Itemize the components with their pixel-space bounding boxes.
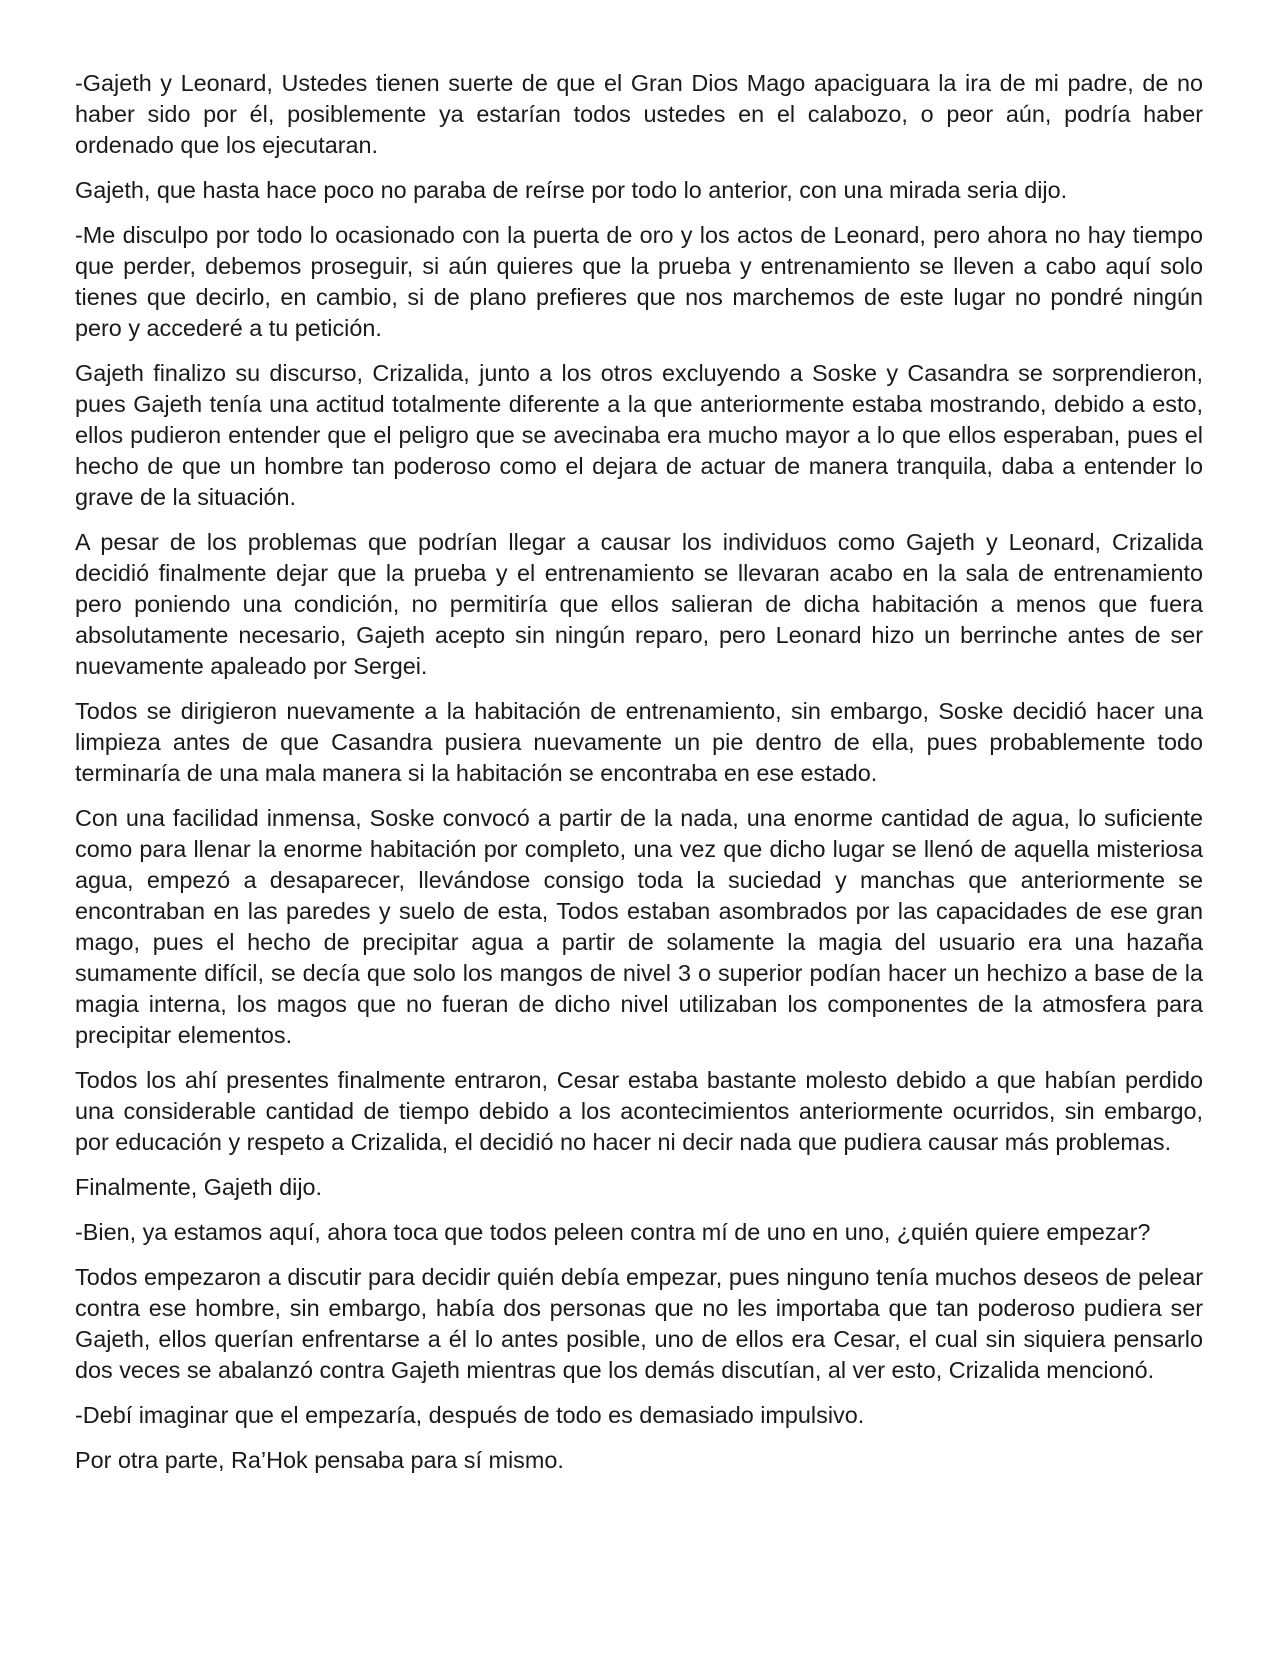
paragraph-13: Por otra parte, Ra’Hok pensaba para sí mismo. — [75, 1447, 564, 1473]
paragraph-8: Todos los ahí presentes finalmente entraron, Cesar estaba bastante molesto debido a que habían perdido una considerable cantidad de tiempo debido a los acontecimientos anteriormente ocurridos, sin embargo, por educación y respeto a Crizalida, el decidió no hacer ni decir nada que pudiera causar más problemas. — [75, 1067, 1203, 1155]
paragraph-3: -Me disculpo por todo lo ocasionado con la puerta de oro y los actos de Leonard, pero ahora no hay tiempo que perder, debemos proseguir, si aún quieres que la prueba y entrenamiento se lleven a cabo aquí solo tienes que decirlo, en cambio, si de plano prefieres que nos marchemos de este lugar no pondré ningún pero y accederé a tu petición. — [75, 222, 1203, 341]
paragraph-2: Gajeth, que hasta hace poco no paraba de reírse por todo lo anterior, con una mirada seria dijo. — [75, 177, 1068, 203]
paragraph-12: -Debí imaginar que el empezaría, después de todo es demasiado impulsivo. — [75, 1402, 865, 1428]
paragraph-9: Finalmente, Gajeth dijo. — [75, 1174, 323, 1200]
document-page — [75, 68, 1203, 1490]
paragraph-5: A pesar de los problemas que podrían llegar a causar los individuos como Gajeth y Leonard, Crizalida decidió finalmente dejar que la prueba y el entrenamiento se llevaran acabo en la sala de entrenamiento pero poniendo una condición, no permitiría que ellos salieran de dicha habitación a menos que fuera absolutamente necesario, Gajeth acepto sin ningún reparo, pero Leonard hizo un berrinche antes de ser nuevamente apaleado por Sergei. — [75, 529, 1203, 679]
paragraph-4: Gajeth finalizo su discurso, Crizalida, junto a los otros excluyendo a Soske y Casandra se sorprendieron, pues Gajeth tenía una actitud totalmente diferente a la que anteriormente estaba mostrando, debido a esto, ellos pudieron entender que el peligro que se avecinaba era mucho mayor a lo que ellos esperaban, pues el hecho de que un hombre tan poderoso como el dejara de actuar de manera tranquila, daba a entender lo grave de la situación. — [75, 360, 1203, 510]
paragraph-10: -Bien, ya estamos aquí, ahora toca que todos peleen contra mí de uno en uno, ¿quién quiere empezar? — [75, 1219, 1151, 1245]
paragraph-11: Todos empezaron a discutir para decidir quién debía empezar, pues ninguno tenía muchos deseos de pelear contra ese hombre, sin embargo, había dos personas que no les importaba que tan poderoso pudiera ser Gajeth, ellos querían enfrentarse a él lo antes posible, uno de ellos era Cesar, el cual sin siquiera pensarlo dos veces se abalanzó contra Gajeth mientras que los demás discutían, al ver esto, Crizalida mencionó. — [75, 1264, 1203, 1383]
paragraph-7: Con una facilidad inmensa, Soske convocó a partir de la nada, una enorme cantidad de agua, lo suficiente como para llenar la enorme habitación por completo, una vez que dicho lugar se llenó de aquella misteriosa agua, empezó a desaparecer, llevándose consigo toda la suciedad y manchas que anteriormente se encontraban en las paredes y suelo de esta, Todos estaban asombrados por las capacidades de ese gran mago, pues el hecho de precipitar agua a partir de solamente la magia del usuario era una hazaña sumamente difícil, se decía que solo los mangos de nivel 3 o superior podían hacer un hechizo a base de la magia interna, los magos que no fueran de dicho nivel utilizaban los componentes de la atmosfera para precipitar elementos. — [75, 805, 1203, 1048]
paragraph-1: -Gajeth y Leonard, Ustedes tienen suerte de que el Gran Dios Mago apaciguara la ira de mi padre, de no haber sido por él, posiblemente ya estarían todos ustedes en el calabozo, o peor aún, podría haber ordenado que los ejecutaran. — [75, 70, 1203, 158]
paragraph-6: Todos se dirigieron nuevamente a la habitación de entrenamiento, sin embargo, Soske decidió hacer una limpieza antes de que Casandra pusiera nuevamente un pie dentro de ella, pues probablemente todo terminaría de una mala manera si la habitación se encontraba en ese estado. — [75, 698, 1203, 786]
